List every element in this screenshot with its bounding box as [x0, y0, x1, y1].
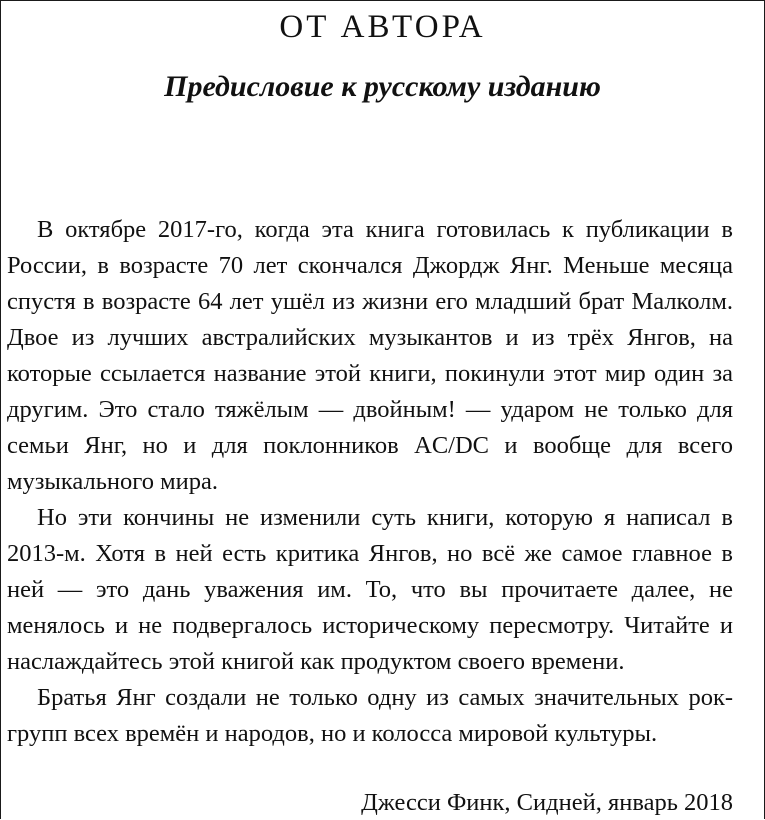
- author-signature: Джесси Финк, Сидней, январь 2018: [361, 789, 733, 816]
- body-text: [7, 212, 733, 752]
- paragraph: Братья Янг создали не только одну из самых значительных рок-групп всех времён и народов, но и колосса мировой культуры.: [7, 684, 733, 747]
- chapter-title: ОТ АВТОРА: [279, 9, 486, 45]
- chapter-subtitle: Предисловие к русскому изданию: [164, 70, 601, 103]
- paragraph: Но эти кончины не изменили суть книги, которую я написал в 2013-м. Хотя в ней есть критика Янгов, но всё же самое главное в ней — это дань уважения им. То, что вы прочитаете далее, не менялось и не подвергалось историческому пересмотру. Читайте и наслаждайтесь этой книгой как продуктом своего времени.: [7, 504, 733, 675]
- paragraph: В октябре 2017-го, когда эта книга готовилась к публикации в России, в возрасте 70 лет скончался Джордж Янг. Меньше месяца спустя в возрасте 64 лет ушёл из жизни его младший брат Малколм. Двое из лучших австралийских музыкантов и из трёх Янгов, на которые ссылается название этой книги, покинули этот мир один за другим. Это стало тяжёлым — двойным! — ударом не только для семьи Янг, но и для поклонников AC/DC и вообще для всего музыкального мира.: [7, 216, 733, 495]
